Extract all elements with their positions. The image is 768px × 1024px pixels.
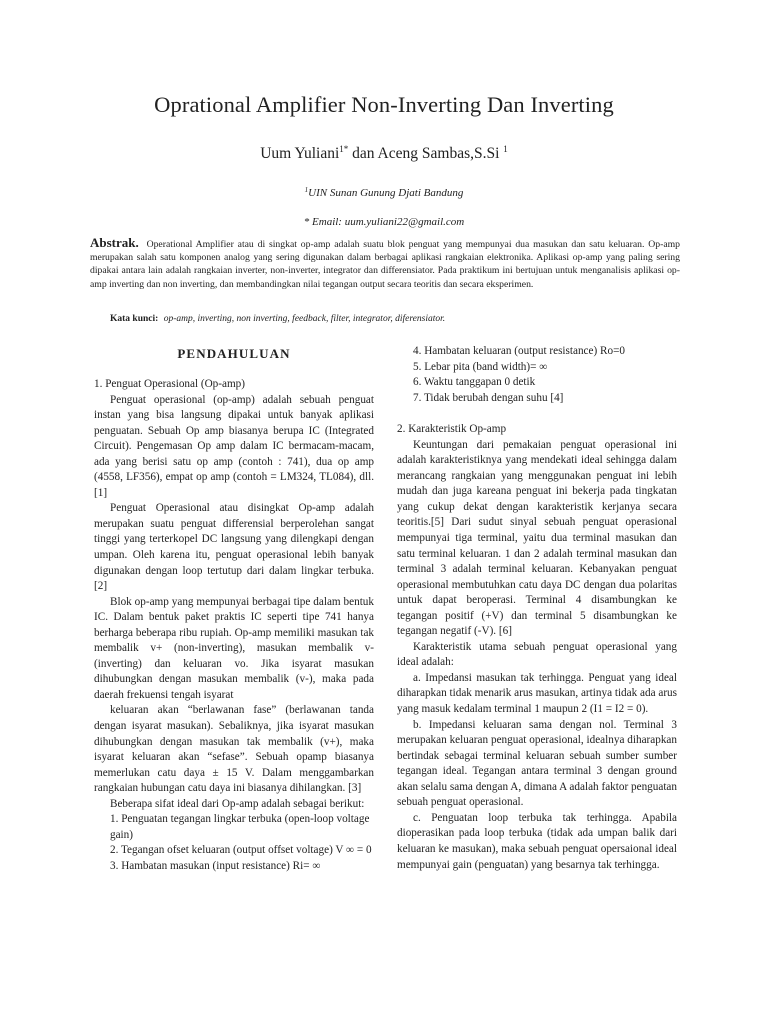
keywords [110, 314, 680, 324]
list-item: 3. Hambatan masukan (input resistance) Ri= ∞ [110, 859, 321, 872]
paragraph: Penguat operasional (op-amp) adalah sebuah penguat instan yang bisa langsung dipakai untuk banyak aplikasi penguatan. Sebuah Op amp biasanya berupa IC (Integrated Circuit). Pengemasan Op amp dalam IC bermacam-macam, ada yang berisi satu op amp (contoh : 741), dua op amp (4558, LF356), empat op amp (contoh = LM324, TL084), dll. [1] [94, 393, 374, 499]
email-line: * Email: uum.yuliani22@gmail.com [303, 216, 465, 228]
list-item: 6. Waktu tanggapan 0 detik [413, 376, 536, 389]
list-item: 7. Tidak berubah dengan suhu [4] [413, 391, 564, 404]
author-1-superscript: 1* [339, 144, 349, 154]
list-item: 2. Tegangan ofset keluaran (output offset voltage) V ∞ = 0 [110, 844, 372, 857]
affiliation-superscript: 1 [304, 186, 309, 194]
paragraph: Penguat Operasional atau disingkat Op-amp adalah merupakan suatu penguat differensial berperolehan sangat tinggi yang terterkopel DC langsung yang dilengkapi dengan umpan. Oleh karena itu, penguat operasional lebih banyak digunakan dengan loop tertutup dari dalam lingkar terbuka. [2] [94, 502, 374, 593]
paragraph: Beberapa sifat ideal dari Op-amp adalah sebagai berikut: [110, 797, 365, 810]
paragraph: Blok op-amp yang mempunyai berbagai tipe dalam bentuk IC. Dalam bentuk paket praktis IC seperti tipe 741 hanya berharga beberapa ribu rupiah. Op-amp memiliki masukan tak membalik v+ (non-inverting), masukan membalik v- (inverting) dan keluaran vo. Jika isyarat masukan dihubungkan dengan masukan membalik (v-), maka pada daerah frekuensi tengah isyarat [94, 595, 374, 701]
paper-title: Oprational Amplifier Non-Inverting Dan Inverting [154, 92, 614, 117]
list-item: 4. Hambatan keluaran (output resistance) Ro=0 [413, 345, 625, 357]
keywords-text: op-amp, inverting, non inverting, feedback, filter, integrator, diferensiator. [163, 314, 446, 324]
paragraph: a. Impedansi masukan tak terhingga. Penguat yang ideal diharapkan tidak menarik arus masukan, artinya tidak ada arus yang masuk kedalam terminal 1 maupun 2 (I1 = I2 = 0). [397, 671, 677, 716]
subsection-heading: 1. Penguat Operasional (Op-amp) [94, 378, 245, 390]
paragraph: b. Impedansi keluaran sama dengan nol. Terminal 3 merupakan keluaran penguat operasional, idealnya diharapkan bertindak sebagai terminal keluaran sebuah sumber sumber tegangan ideal. Tegangan antara terminal 3 dengan ground akan selalu sama dengan A, dimana A adalah faktor penguatan sebuah penguat operasional. [397, 718, 677, 809]
affiliation-text: UIN Sunan Gunung Djati Bandung [308, 187, 464, 199]
abstract-text: Operational Amplifier atau di singkat op-amp adalah suatu blok penguat yang mempunyai dua masukan dan satu keluaran. Op-amp merupakan salah satu komponen analog yang sering digunakan dalam berbagai aplikasi rangkaian elektronika. Aplikasi op-amp yang paling sering dipakai antara lain adalah rangkaian inverter, non-inverter, integrator dan differensiator. Pada praktikum ini bertujuan untuk menganalisis aplikasi op-amp inverting dan non inverting, dan membandingkan nilai tegangan output secara teoritis dan secara eksperimen. [90, 239, 680, 290]
paragraph: c. Penguatan loop terbuka tak terhingga. Apabila dioperasikan pada loop terbuka (tidak ada umpan balik dari keluaran ke masukan), maka sebuah penguat opersaional ideal mempunyai gain (penguatan) yang besarnya tak terhingga. [397, 811, 677, 871]
author-line [60, 144, 708, 163]
right-column [397, 344, 677, 873]
paragraph: keluaran akan “berlawanan fase” (berlawanan tanda dengan isyarat masukan). Sebaliknya, jika isyarat masukan dihubungkan dengan masukan tak membalik (v+), maka isyarat keluaran akan “sefase”. Sebuah opamp biasanya memerlukan catu daya ± 15 V. Dalam menggambarkan rangkaian hubungan catu daya ini biasanya dihilangkan. [3] [94, 704, 374, 795]
subsection-heading: 2. Karakteristik Op-amp [397, 423, 507, 436]
paragraph: Karakteristik utama sebuah penguat operasional yang ideal adalah: [397, 640, 677, 669]
author-1: Uum Yuliani [260, 145, 340, 162]
abstract [90, 236, 680, 291]
left-column [94, 344, 374, 875]
paragraph: Keuntungan dari pemakaian penguat operasional ini adalah karakteristiknya yang mendekati ideal sehingga dalam merancang rangkaian yang menggunakan penguat ini lebih mudah dan juga kareana penguat ini bekerja pada tingkatan yang cukup dekat dengan karakteristik kerjanya secara teoritis.[5] Dari sudut sinyal sebuah penguat operasional mempunyai tiga terminal, yaitu dua terminal masukan dan satu terminal keluaran. 1 dan 2 adalah terminal masukan dan terminal 3 adalah terminal keluaran. Kebanyakan penguat operasional membutuhkan catu daya DC dengan dua polaritas untuk dapat beroperasi. Terminal 4 disambungkan ke tegangan positif (+V) dan terminal 5 disambungkan ke tegangan negatif (-V). [6] [397, 438, 677, 638]
affiliation [60, 186, 708, 199]
property-list-continued [397, 344, 677, 406]
keywords-label: Kata kunci: [110, 314, 159, 324]
abstract-label: Abstrak. [90, 235, 139, 250]
list-item: 5. Lebar pita (band width)= ∞ [413, 360, 548, 373]
author-2-superscript: 1 [503, 144, 508, 154]
author-joiner: dan Aceng Sambas,S.Si [348, 145, 504, 162]
list-item: 1. Penguatan tegangan lingkar terbuka (open-loop voltage gain) [110, 813, 370, 841]
property-list [94, 812, 374, 874]
section-heading: PENDAHULUAN [177, 346, 291, 361]
